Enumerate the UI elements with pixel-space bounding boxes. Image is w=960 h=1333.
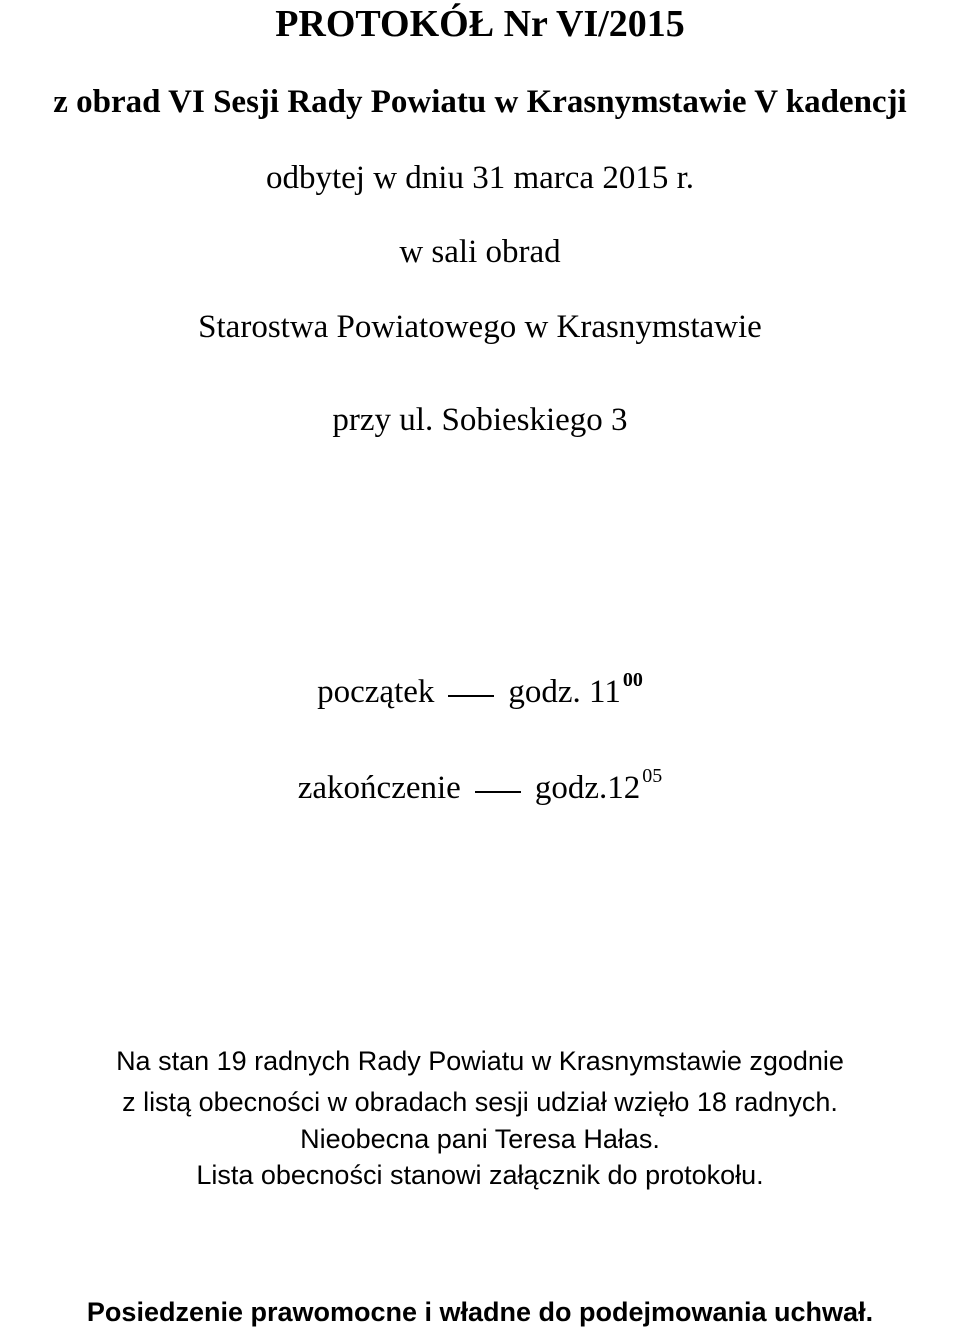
start-label: początek: [317, 674, 435, 710]
date-line: odbytej w dniu 31 marca 2015 r.: [265, 160, 694, 196]
venue-line: w sali obrad: [399, 234, 561, 270]
session-line: z obrad VI Sesji Rady Powiatu w Krasnymstawie V kadencji: [53, 84, 907, 120]
start-hour: godz. 11: [508, 674, 621, 710]
address-line: przy ul. Sobieskiego 3: [332, 402, 628, 438]
dash-separator: [475, 791, 521, 793]
quorum-statement: Posiedzenie prawomocne i władne do podejmowania uchwał.: [86, 1297, 874, 1327]
end-label: zakończenie: [297, 770, 461, 806]
absence-line: Nieobecna pani Teresa Hałas.: [300, 1124, 660, 1154]
attendance-line-1: Na stan 19 radnych Rady Powiatu w Krasnymstawie zgodnie: [116, 1046, 844, 1076]
start-minutes: 00: [622, 669, 643, 691]
dash-separator: [448, 695, 494, 697]
end-time-line: [0, 765, 960, 806]
document-title: PROTOKÓŁ Nr VI/2015: [275, 3, 685, 45]
end-hour: godz.12: [534, 770, 641, 806]
start-time-line: [0, 669, 960, 710]
attendance-line-2: z listą obecności w obradach sesji udział wzięło 18 radnych.: [122, 1087, 838, 1117]
attendance-list-line: Lista obecności stanowi załącznik do protokołu.: [196, 1160, 764, 1190]
end-minutes: 05: [642, 765, 663, 787]
venue-office-line: Starostwa Powiatowego w Krasnymstawie: [198, 309, 762, 345]
